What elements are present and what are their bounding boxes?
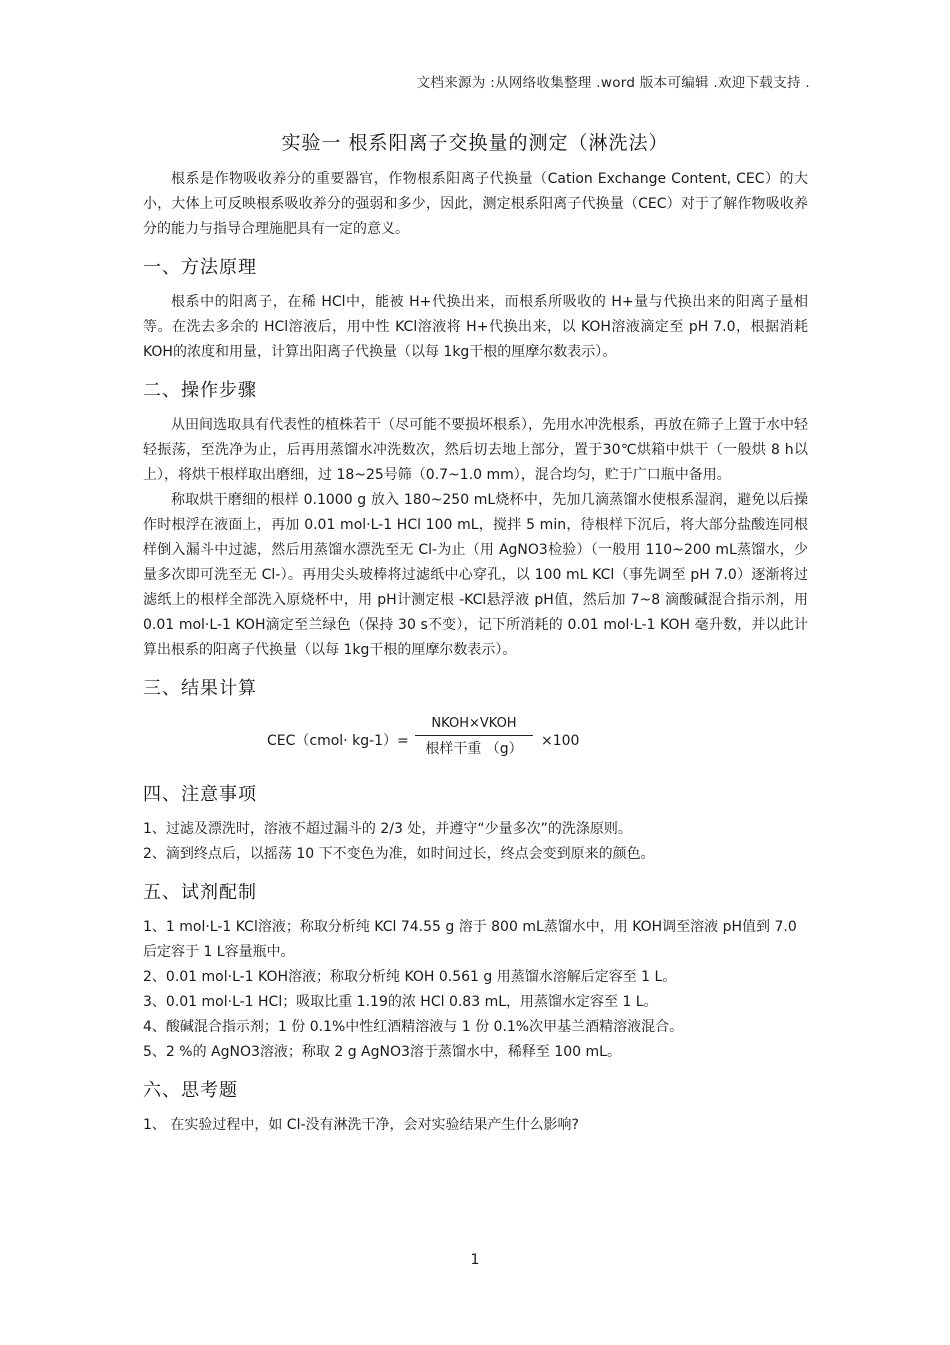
reagent-item-3: 3、0.01 mol·L-1 HCl；吸取比重 1.19的浓 HCl 0.83 mL，用蒸馏水定容至 1 L。 (143, 994, 658, 1010)
reagent-item-5: 5、2 %的 AgNO3溶液；称取 2 g AgNO3溶于蒸馏水中，稀释至 100 mL。 (143, 1044, 621, 1060)
section-heading-principle: 一、方法原理 (143, 257, 257, 278)
procedure-paragraph-2: 称取烘干磨细的根样 0.1000 g 放入 180~250 mL烧杯中，先加几滴蒸馏水使根系湿润，避免以后操作时根浮在液面上，再加 0.01 mol·L-1 HCl 100 mL，搅拌 5 min，待根样下沉后，将大部分盐酸连同根样倒入漏斗中过滤，然后用蒸馏水漂洗至无 Cl-为止（用 AgNO3检验）（一般用 110~200 mL蒸馏水，少量多次即可洗至无 Cl-）。再用尖头玻棒将过滤纸中心穿孔，以 100 mL KCl（事先调至 pH 7.0）逐渐将过滤纸上的根样全部洗入原烧杯中，用 pH计测定根 -KCl悬浮液 pH值，然后加 7~8 滴酸碱混合指示剂，用 0.01 mol·L-1 KOH滴定至兰绿色（保持 30 s不变），记下所消耗的 0.01 mol·L-1 KOH 毫升数，并以此计算出根系的阳离子代换量（以每 1kg干根的厘摩尔数表示）。 (143, 492, 808, 658)
section-heading-procedure: 二、操作步骤 (143, 380, 257, 401)
page-number: 1 (470, 1252, 480, 1268)
section-heading-questions: 六、思考题 (143, 1080, 238, 1101)
reagent-item-4: 4、酸碱混合指示剂；1 份 0.1%中性红酒精溶液与 1 份 0.1%次甲基兰酒精溶液混合。 (143, 1019, 684, 1035)
document-title: 实验一 根系阳离子交换量的测定（淋洗法） (281, 132, 669, 154)
note-item-1: 1、过滤及漂洗时，溶液不超过漏斗的 2/3 处，并遵守“少量多次”的洗涤原则。 (143, 821, 632, 837)
fraction-bar (415, 735, 533, 736)
formula-lhs: CEC（cmol· kg-1）= (267, 733, 409, 749)
intro-paragraph: 根系是作物吸收养分的重要器官，作物根系阳离子代换量（Cation Exchange Content, CEC）的大小，大体上可反映根系吸收养分的强弱和多少，因此，测定根系阳离子代换量（CEC）对于了解作物吸收养分的能力与指导合理施肥具有一定的意义。 (143, 171, 808, 237)
section-heading-calculation: 三、结果计算 (143, 678, 257, 699)
formula-fraction (415, 715, 533, 760)
formula-multiplier: ×100 (541, 733, 580, 749)
reagent-item-2: 2、0.01 mol·L-1 KOH溶液；称取分析纯 KOH 0.561 g 用蒸馏水溶解后定容至 1 L。 (143, 969, 677, 985)
section-heading-notes: 四、注意事项 (143, 784, 257, 805)
procedure-paragraph-1: 从田间选取具有代表性的植株若干（尽可能不要损坏根系），先用水冲洗根系，再放在筛子上置于水中轻轻振荡，至洗净为止，后再用蒸馏水冲洗数次，然后切去地上部分，置于30℃烘箱中烘干（一般烘 8 h以上），将烘干根样取出磨细，过 18~25号筛（0.7~1.0 mm），混合均匀，贮于广口瓶中备用。 (143, 417, 808, 483)
note-item-2: 2、滴到终点后，以摇荡 10 下不变色为准，如时间过长，终点会变到原来的颜色。 (143, 846, 655, 862)
document-body (143, 167, 808, 1138)
formula-denominator: 根样干重 （g） (425, 741, 523, 757)
question-item-1: 1、 在实验过程中，如 Cl-没有淋洗干净，会对实验结果产生什么影响? (143, 1117, 579, 1133)
cec-formula (143, 711, 808, 769)
formula-numerator: NKOH×VKOH (431, 716, 517, 731)
principle-paragraph: 根系中的阳离子，在稀 HCl中，能被 H+代换出来，而根系所吸收的 H+量与代换出来的阳离子量相等。在洗去多余的 HCl溶液后，用中性 KCl溶液将 H+代换出来，以 KOH溶液滴定至 pH 7.0，根据消耗 KOH的浓度和用量，计算出阳离子代换量（以每 1kg干根的厘摩尔数表示）。 (143, 294, 808, 360)
section-heading-reagents: 五、试剂配制 (143, 882, 257, 903)
source-header-note: 文档来源为 :从网络收集整理 .word 版本可编辑 .欢迎下载支持 . (416, 75, 810, 91)
reagent-item-1: 1、1 mol·L-1 KCl溶液；称取分析纯 KCl 74.55 g 溶于 800 mL蒸馏水中，用 KOH调至溶液 pH值到 7.0后定容于 1 L容量瓶中。 (143, 919, 797, 960)
